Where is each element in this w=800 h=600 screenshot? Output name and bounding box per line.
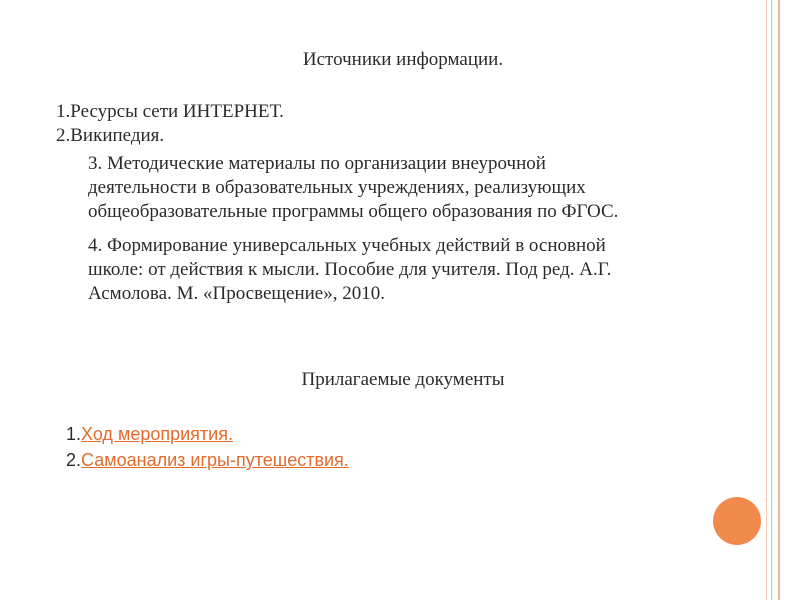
source-item-2: 2.Википедия. xyxy=(56,125,165,146)
source-item-3-line: общеобразовательные программы общего образования по ФГОС. xyxy=(88,201,619,222)
attached-doc-item-1 xyxy=(66,422,233,446)
source-item-3-line: 3. Методические материалы по организации внеурочной xyxy=(88,153,546,174)
source-item-4-line: школе: от действия к мысли. Пособие для учителя. Под ред. А.Г. xyxy=(88,259,612,280)
source-item-3 xyxy=(88,152,618,224)
attached-doc-item-2 xyxy=(66,448,349,472)
sources-heading: Источники информации. xyxy=(302,49,504,70)
decorative-border-line xyxy=(778,0,780,600)
accent-circle xyxy=(713,497,761,545)
source-item-1: 1.Ресурсы сети ИНТЕРНЕТ. xyxy=(56,101,284,122)
source-item-4 xyxy=(88,234,611,306)
attached-doc-link-self-analysis[interactable]: Самоанализ игры-путешествия. xyxy=(81,450,349,470)
source-item-4-line: Асмолова. М. «Просвещение», 2010. xyxy=(88,283,385,304)
decorative-border-line xyxy=(766,0,767,600)
source-item-3-line: деятельности в образовательных учреждениях, реализующих xyxy=(88,177,586,198)
attached-docs-heading: Прилагаемые документы xyxy=(301,369,505,390)
attached-doc-link-event-plan[interactable]: Ход мероприятия. xyxy=(81,424,233,444)
attached-doc-number: 1. xyxy=(66,424,82,444)
source-item-4-line: 4. Формирование универсальных учебных действий в основной xyxy=(88,235,606,256)
attached-doc-number: 2. xyxy=(66,450,82,470)
decorative-border-line xyxy=(771,0,772,600)
